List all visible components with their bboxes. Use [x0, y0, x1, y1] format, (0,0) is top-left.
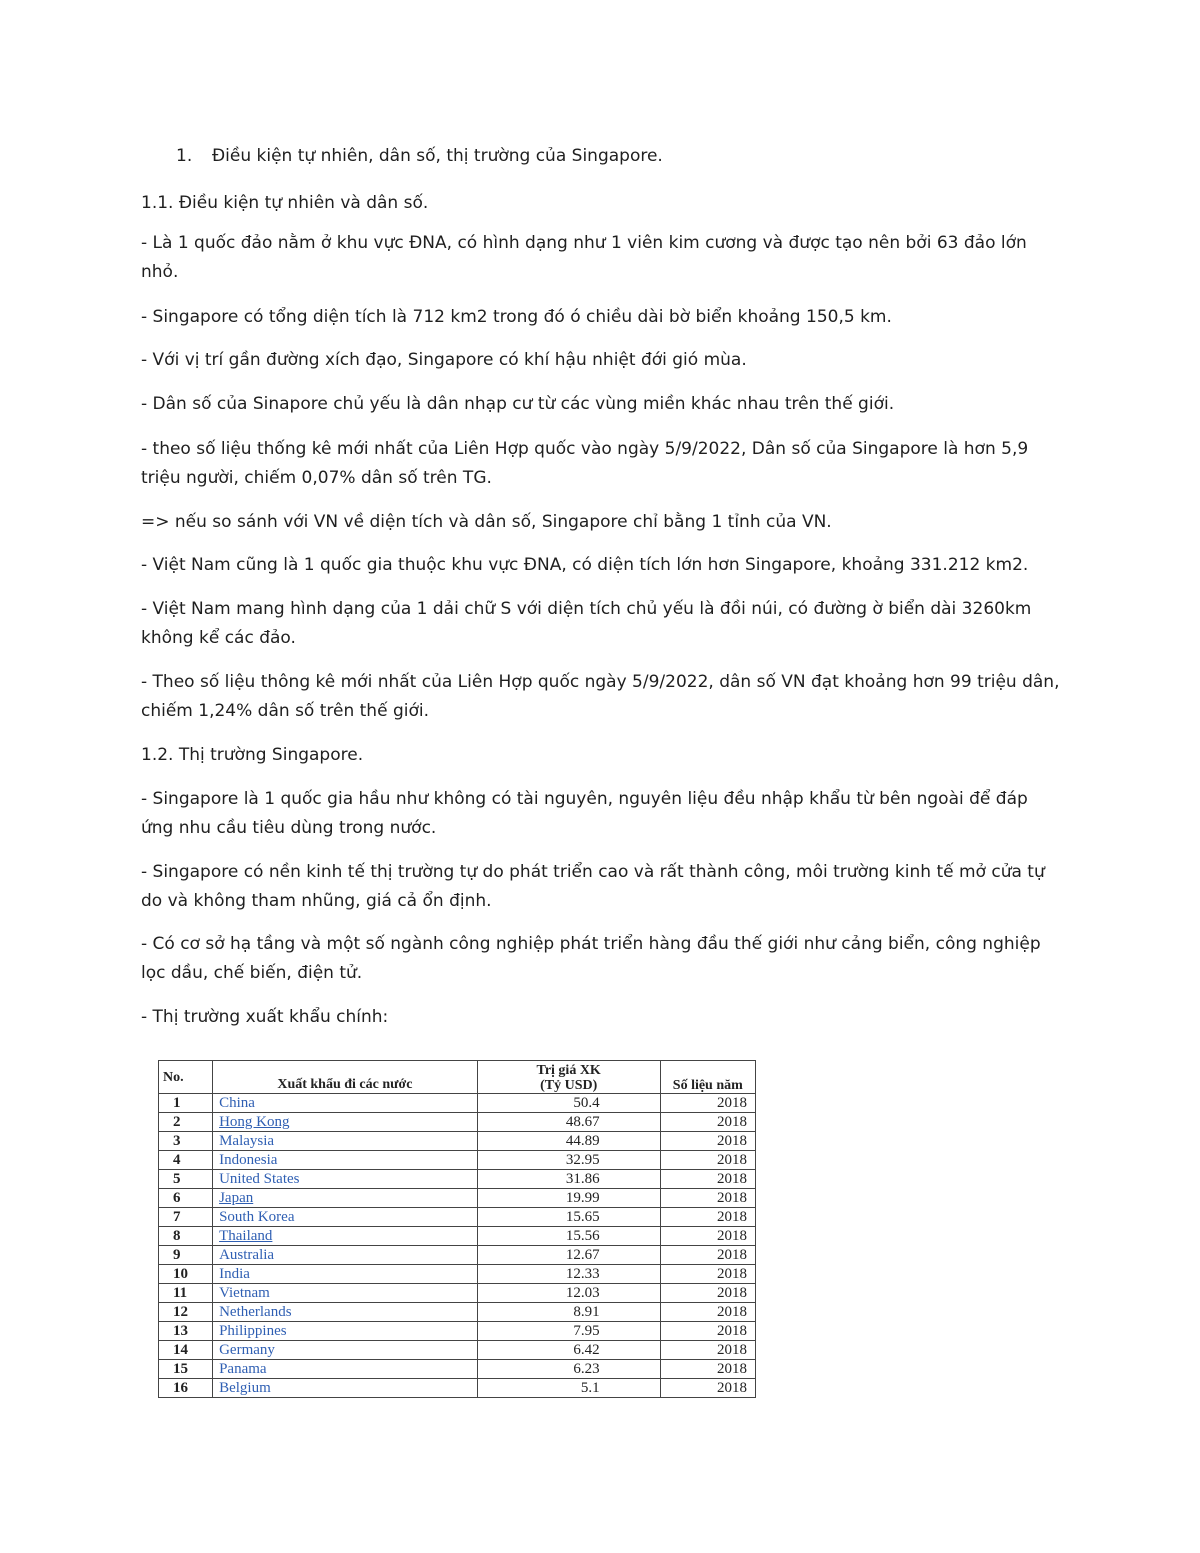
row-year: 2018	[660, 1379, 755, 1398]
row-no: 6	[159, 1189, 213, 1208]
row-no: 10	[159, 1265, 213, 1284]
row-year: 2018	[660, 1113, 755, 1132]
row-no: 9	[159, 1246, 213, 1265]
header-value-line1: Trị giá XK	[536, 1063, 601, 1078]
row-country[interactable]	[213, 1132, 478, 1151]
country-link[interactable]: Panama	[219, 1360, 267, 1377]
table-row	[159, 1132, 756, 1151]
country-link[interactable]: Thailand	[219, 1227, 273, 1244]
table-row	[159, 1227, 756, 1246]
table-row	[159, 1284, 756, 1303]
row-year: 2018	[660, 1208, 755, 1227]
country-link[interactable]: Philippines	[219, 1322, 287, 1339]
row-country[interactable]	[213, 1341, 478, 1360]
country-link[interactable]: South Korea	[219, 1208, 295, 1225]
row-no: 7	[159, 1208, 213, 1227]
section-heading	[176, 145, 663, 167]
row-no: 15	[159, 1360, 213, 1379]
header-year: Số liệu năm	[660, 1061, 755, 1094]
heading-number: 1.	[176, 146, 193, 166]
row-country[interactable]	[213, 1379, 478, 1398]
row-value: 50.4	[477, 1094, 660, 1113]
row-value: 44.89	[477, 1132, 660, 1151]
country-link[interactable]: Netherlands	[219, 1303, 292, 1320]
row-country[interactable]	[213, 1322, 478, 1341]
paragraph-comparison: => nếu so sánh với VN về diện tích và dân số, Singapore chỉ bằng 1 tỉnh của VN.	[141, 512, 832, 532]
row-year: 2018	[660, 1227, 755, 1246]
paragraph-area: - Singapore có tổng diện tích là 712 km2 trong đó ó chiều dài bờ biển khoảng 150,5 km.	[141, 307, 892, 327]
row-value: 5.1	[477, 1379, 660, 1398]
row-year: 2018	[660, 1189, 755, 1208]
table-row	[159, 1379, 756, 1398]
row-no: 16	[159, 1379, 213, 1398]
row-no: 4	[159, 1151, 213, 1170]
row-country[interactable]	[213, 1227, 478, 1246]
row-country[interactable]	[213, 1151, 478, 1170]
row-year: 2018	[660, 1094, 755, 1113]
header-country: Xuất khẩu đi các nước	[213, 1061, 478, 1094]
table-row	[159, 1208, 756, 1227]
row-country[interactable]	[213, 1170, 478, 1189]
heading-text: Điều kiện tự nhiên, dân số, thị trường của Singapore.	[212, 146, 663, 166]
row-no: 2	[159, 1113, 213, 1132]
table-body	[159, 1094, 756, 1398]
table-header-row	[159, 1061, 756, 1094]
paragraph-resources: - Singapore là 1 quốc gia hầu như không có tài nguyên, nguyên liệu đều nhập khẩu từ bên ngoài để đáp ứng nhu cầu tiêu dùng trong nước.	[141, 789, 1028, 838]
country-link[interactable]: India	[219, 1265, 250, 1282]
row-country[interactable]	[213, 1265, 478, 1284]
row-year: 2018	[660, 1284, 755, 1303]
paragraph-population-sg: - theo số liệu thống kê mới nhất của Liên Hợp quốc vào ngày 5/9/2022, Dân số của Singapore là hơn 5,9 triệu người, chiếm 0,07% dân số trên TG.	[141, 439, 1029, 488]
table-row	[159, 1265, 756, 1284]
row-year: 2018	[660, 1303, 755, 1322]
row-country[interactable]	[213, 1208, 478, 1227]
table-row	[159, 1246, 756, 1265]
table-row	[159, 1189, 756, 1208]
subheading-1-1: 1.1. Điều kiện tự nhiên và dân số.	[141, 193, 429, 213]
country-link[interactable]: Hong Kong	[219, 1113, 290, 1130]
row-no: 5	[159, 1170, 213, 1189]
row-year: 2018	[660, 1151, 755, 1170]
row-no: 14	[159, 1341, 213, 1360]
row-value: 19.99	[477, 1189, 660, 1208]
row-no: 13	[159, 1322, 213, 1341]
row-no: 8	[159, 1227, 213, 1246]
row-value: 12.67	[477, 1246, 660, 1265]
row-country[interactable]	[213, 1303, 478, 1322]
row-year: 2018	[660, 1170, 755, 1189]
row-year: 2018	[660, 1265, 755, 1284]
row-value: 7.95	[477, 1322, 660, 1341]
export-table	[158, 1060, 756, 1398]
header-value-line2: (Tỷ USD)	[540, 1078, 598, 1093]
row-value: 8.91	[477, 1303, 660, 1322]
row-country[interactable]	[213, 1189, 478, 1208]
row-value: 32.95	[477, 1151, 660, 1170]
country-link[interactable]: Japan	[219, 1189, 254, 1206]
row-country[interactable]	[213, 1094, 478, 1113]
paragraph-climate: - Với vị trí gần đường xích đạo, Singapore có khí hậu nhiệt đới gió mùa.	[141, 350, 747, 370]
table-row	[159, 1113, 756, 1132]
row-country[interactable]	[213, 1113, 478, 1132]
table-row	[159, 1360, 756, 1379]
paragraph-economy: - Singapore có nền kinh tế thị trường tự do phát triển cao và rất thành công, môi trường kinh tế mở cửa tự do và không tham nhũng, giá cả ổn định.	[141, 862, 1045, 911]
country-link[interactable]: Malaysia	[219, 1132, 275, 1149]
subheading-1-2: 1.2. Thị trường Singapore.	[141, 745, 364, 765]
paragraph-vietnam-area: - Việt Nam cũng là 1 quốc gia thuộc khu vực ĐNA, có diện tích lớn hơn Singapore, khoảng 331.212 km2.	[141, 555, 1029, 575]
row-value: 15.56	[477, 1227, 660, 1246]
paragraph-immigrants: - Dân số của Sinapore chủ yếu là dân nhạp cư từ các vùng miền khác nhau trên thế giới.	[141, 394, 895, 414]
row-year: 2018	[660, 1132, 755, 1151]
paragraph-infrastructure: - Có cơ sở hạ tầng và một số ngành công nghiệp phát triển hàng đầu thế giới như cảng biển, công nghiệp lọc dầu, chế biến, điện tử.	[141, 934, 1041, 983]
row-value: 12.33	[477, 1265, 660, 1284]
country-link[interactable]: Belgium	[219, 1379, 271, 1396]
row-year: 2018	[660, 1341, 755, 1360]
header-value	[477, 1061, 660, 1094]
country-link[interactable]: Vietnam	[219, 1284, 270, 1301]
row-no: 11	[159, 1284, 213, 1303]
row-country[interactable]	[213, 1246, 478, 1265]
country-link[interactable]: China	[219, 1094, 255, 1111]
row-no: 1	[159, 1094, 213, 1113]
table-row	[159, 1094, 756, 1113]
table-row	[159, 1170, 756, 1189]
country-link[interactable]: Indonesia	[219, 1151, 278, 1168]
row-year: 2018	[660, 1246, 755, 1265]
row-value: 6.42	[477, 1341, 660, 1360]
paragraph-export-markets: - Thị trường xuất khẩu chính:	[141, 1007, 389, 1027]
paragraph-vietnam-shape: - Việt Nam mang hình dạng của 1 dải chữ S với diện tích chủ yếu là đồi núi, có đường ờ biển dài 3260km không kể các đảo.	[141, 599, 1032, 648]
table-row	[159, 1322, 756, 1341]
row-value: 12.03	[477, 1284, 660, 1303]
header-no: No.	[159, 1061, 213, 1094]
row-year: 2018	[660, 1322, 755, 1341]
paragraph-island-shape: - Là 1 quốc đảo nằm ở khu vực ĐNA, có hình dạng như 1 viên kim cương và được tạo nên bởi 63 đảo lớn nhỏ.	[141, 233, 1027, 282]
row-value: 31.86	[477, 1170, 660, 1189]
row-country[interactable]	[213, 1360, 478, 1379]
paragraph-population-vn: - Theo số liệu thông kê mới nhất của Liên Hợp quốc ngày 5/9/2022, dân số VN đạt khoảng hơn 99 triệu dân, chiếm 1,24% dân số trên thế giới.	[141, 672, 1060, 721]
row-year: 2018	[660, 1360, 755, 1379]
row-value: 15.65	[477, 1208, 660, 1227]
country-link[interactable]: Australia	[219, 1246, 275, 1263]
row-value: 6.23	[477, 1360, 660, 1379]
country-link[interactable]: Germany	[219, 1341, 275, 1358]
row-value: 48.67	[477, 1113, 660, 1132]
table-row	[159, 1151, 756, 1170]
country-link[interactable]: United States	[219, 1170, 300, 1187]
table-row	[159, 1303, 756, 1322]
export-table-container	[158, 1060, 756, 1396]
row-no: 12	[159, 1303, 213, 1322]
table-row	[159, 1341, 756, 1360]
row-no: 3	[159, 1132, 213, 1151]
row-country[interactable]	[213, 1284, 478, 1303]
